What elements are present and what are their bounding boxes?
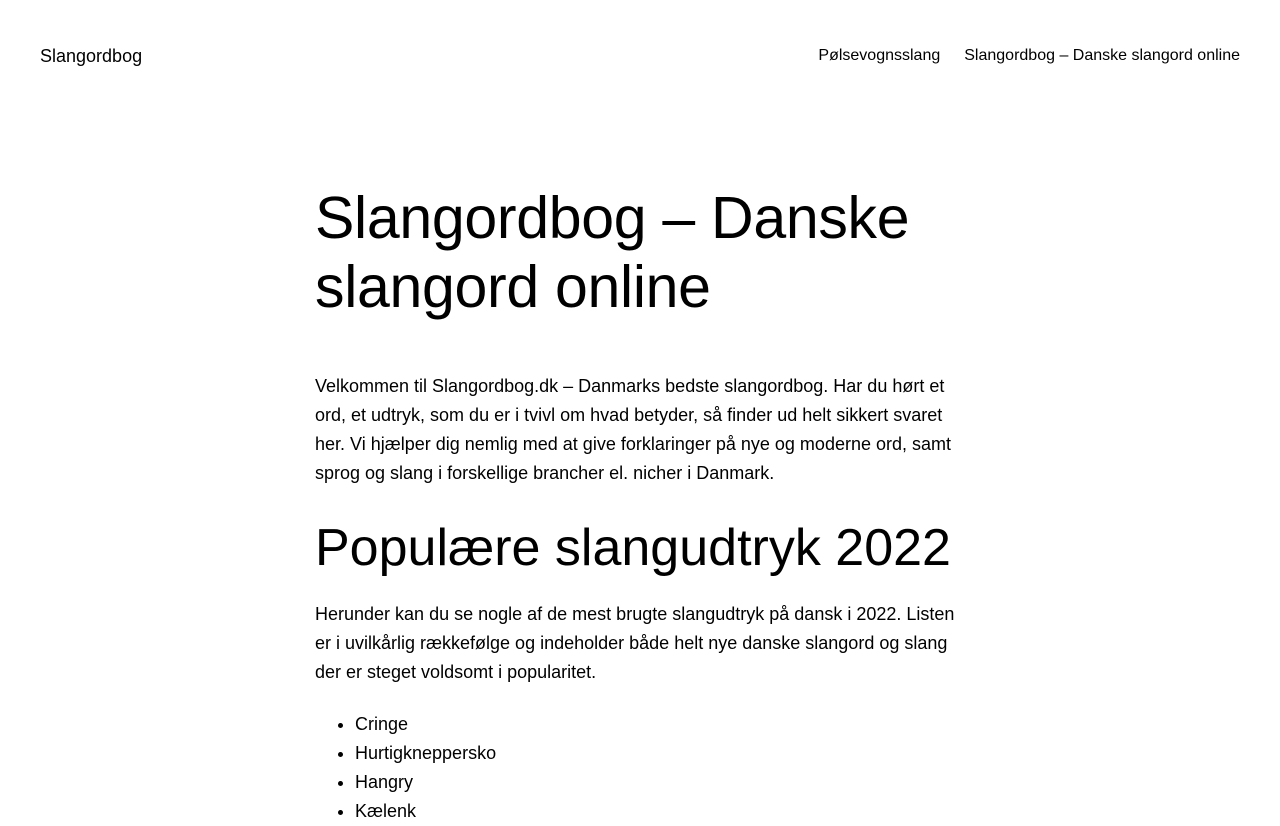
section-heading: Populære slangudtryk 2022	[315, 519, 951, 577]
slang-list	[315, 710, 965, 826]
list-item: • Cringe	[355, 710, 965, 739]
nav-item-slangordbog[interactable]: Slangordbog – Danske slangord online	[964, 47, 1240, 64]
site-header	[0, 0, 1280, 112]
section-paragraph: Herunder kan du se nogle af de mest brugte slangudtryk på dansk i 2022. Listen er i uvilkårlig rækkefølge og indeholder både helt nye danske slangord og slang der er steget voldsomt i popularitet.	[315, 604, 955, 682]
primary-nav	[818, 46, 1240, 66]
nav-item-poelsevognsslang[interactable]: Pølsevognsslang	[818, 47, 941, 64]
list-item: • Hurtigkneppersko	[355, 739, 965, 768]
main-content	[315, 184, 965, 826]
list-item: • Kælenk	[355, 797, 965, 826]
page-title: Slangordbog – Danske slangord online	[315, 185, 910, 320]
list-item: • Hangry	[355, 768, 965, 797]
intro-paragraph: Velkommen til Slangordbog.dk – Danmarks bedste slangordbog. Har du hørt et ord, et udtryk, som du er i tvivl om hvad betyder, så finder ud helt sikkert svaret her. Vi hjælper dig nemlig med at give forklaringer på nye og moderne ord, samt sprog og slang i forskellige brancher el. nicher i Danmark.	[315, 376, 952, 483]
site-title-link[interactable]: Slangordbog	[40, 46, 143, 66]
